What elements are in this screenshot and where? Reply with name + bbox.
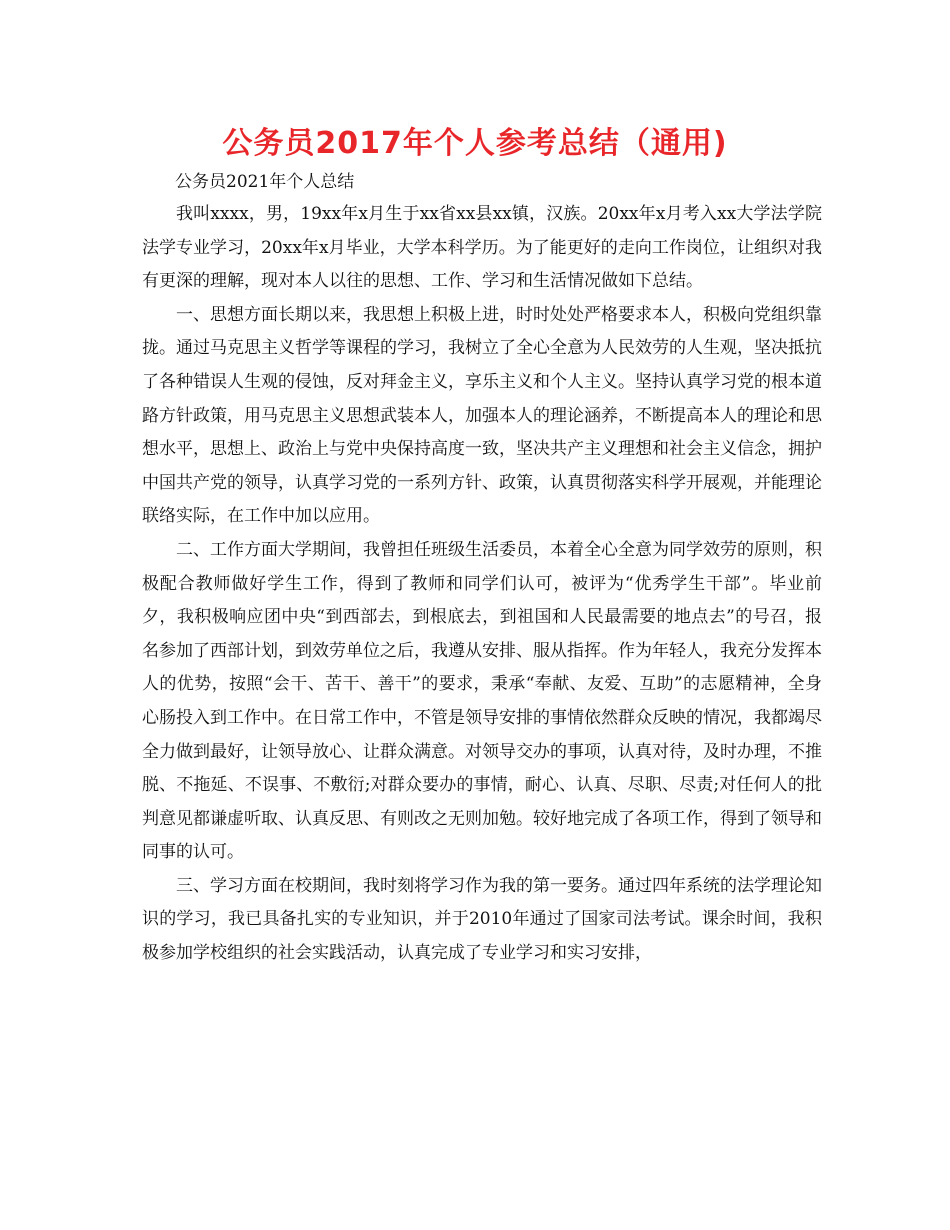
paragraph-work: 二、工作方面大学期间，我曾担任班级生活委员，本着全心全意为同学效劳的原则，积极配合教师做好学生工作，得到了教师和同学们认可，被评为“优秀学生干部”。毕业前夕，我积极响应团中央“到西部去，到根底去，到祖国和人民最需要的地点去”的号召，报名参加了西部计划，到效劳单位之后，我遵从安排、服从指挥。作为年轻人，我充分发挥本人的优势，按照“会干、苦干、善干”的要求，秉承“奉献、友爱、互助”的志愿精神，全身心肠投入到工作中。在日常工作中，不管是领导安排的事情依然群众反映的情况，我都竭尽全力做到最好，让领导放心、让群众满意。对领导交办的事项，认真对待，及时办理，不推脱、不拖延、不误事、不敷衍;对群众要办的事情，耐心、认真、尽职、尽责;对任何人的批判意见都谦虚听取、认真反思、有则改之无则加勉。较好地完成了各项工作，得到了领导和同事的认可。: [142, 539, 822, 863]
paragraph-intro: 我叫xxxx，男，19xx年x月生于xx省xx县xx镇，汉族。20xx年x月考入xx大学法学院法学专业学习，20xx年x月毕业，大学本科学历。为了能更好的走向工作岗位，让组织对我有更深的理解，现对本人以往的思想、工作、学习和生活情况做如下总结。: [142, 204, 822, 292]
document-title: 公务员2017年个人参考总结（通用): [222, 126, 728, 161]
paragraph-study: 三、学习方面在校期间，我时刻将学习作为我的第一要务。通过四年系统的法学理论知识的学习，我已具备扎实的专业知识，并于2010年通过了国家司法考试。课余时间，我积极参加学校组织的社会实践活动，认真完成了专业学习和实习安排，: [142, 875, 822, 964]
document-subtitle: 公务员2021年个人总结: [175, 172, 355, 192]
document-body: [142, 198, 822, 971]
paragraph-ideology: 一、思想方面长期以来，我思想上积极上进，时时处处严格要求本人，积极向党组织靠拢。通过马克思主义哲学等课程的学习，我树立了全心全意为人民效劳的人生观，坚决抵抗了各种错误人生观的侵蚀，反对拜金主义，享乐主义和个人主义。坚持认真学习党的根本道路方针政策，用马克思主义思想武装本人，加强本人的理论涵养，不断提高本人的理论和思想水平，思想上、政治上与党中央保持高度一致，坚决共产主义理想和社会主义信念，拥护中国共产党的领导，认真学习党的一系列方针、政策，认真贯彻落实科学开展观，并能理论联络实际，在工作中加以应用。: [142, 304, 822, 527]
